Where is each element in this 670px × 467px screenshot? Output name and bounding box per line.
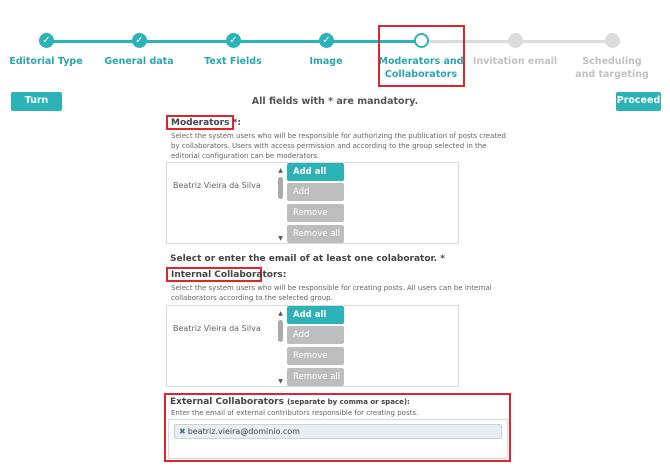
turn-back-button[interactable]: Turn back — [11, 92, 62, 111]
moderators-picklist — [166, 162, 459, 244]
step-label: Editorial Type — [9, 56, 83, 67]
external-title-note: (separate by comma or space): — [287, 398, 410, 406]
email-tag-text: beatriz.vieira@dominio.com — [187, 427, 300, 436]
step-label: General data — [104, 56, 174, 67]
internal-scrollbar[interactable] — [277, 311, 284, 385]
pending-step-icon — [605, 33, 620, 48]
step-label: Text Fields — [204, 56, 262, 67]
step-label: Moderators and Collaborators — [378, 56, 464, 80]
remove-all-button[interactable]: Remove all — [287, 368, 344, 386]
step-label: Scheduling and targeting — [575, 56, 649, 80]
moderators-scrollbar[interactable] — [277, 168, 284, 242]
scroll-up-icon[interactable]: ▲ — [278, 167, 283, 174]
add-button[interactable]: Add — [287, 183, 344, 201]
internal-collaborator-option[interactable]: Beatriz Vieira da Silva — [173, 324, 261, 333]
proceed-button[interactable]: Proceed — [616, 92, 661, 111]
add-button[interactable]: Add — [287, 326, 344, 344]
remove-button[interactable]: Remove — [287, 347, 344, 365]
external-collaborators-title — [170, 397, 410, 407]
moderators-help-text: Select the system users who will be responsible for authorizing the publication of posts created by collaborators. Users with access permission and according to the group selected in the editorial configuration can be moderators. — [171, 132, 506, 160]
scroll-down-icon[interactable]: ▼ — [278, 235, 283, 242]
internal-collaborators-picklist — [166, 305, 459, 387]
external-title-text: External Collaborators — [170, 397, 284, 407]
check-icon: ✓ — [39, 33, 54, 48]
check-icon: ✓ — [319, 33, 334, 48]
external-email-input[interactable] — [168, 419, 508, 459]
scroll-down-icon[interactable]: ▼ — [278, 378, 283, 385]
remove-tag-icon[interactable]: ✖ — [179, 427, 186, 436]
check-icon: ✓ — [226, 33, 241, 48]
remove-button[interactable]: Remove — [287, 204, 344, 222]
email-tag — [174, 424, 502, 439]
add-all-button[interactable]: Add all — [287, 163, 344, 181]
scroll-thumb[interactable] — [278, 177, 283, 199]
collaborator-requirement-note: Select or enter the email of at least one colaborator. * — [170, 254, 445, 264]
pending-step-icon — [508, 33, 523, 48]
scroll-thumb[interactable] — [278, 320, 283, 342]
moderators-title: Moderators *: — [171, 118, 241, 128]
moderator-option[interactable]: Beatriz Vieira da Silva — [173, 181, 261, 190]
external-help-text: Enter the email of external contributors responsible for creating posts. — [171, 409, 419, 417]
progress-stepper — [0, 0, 670, 90]
mandatory-note: All fields with * are mandatory. — [251, 96, 419, 107]
internal-help-text: Select the system users who will be responsible for creating posts. All users can be internal collaborators according to the selected group. — [171, 284, 492, 302]
remove-all-button[interactable]: Remove all — [287, 225, 344, 243]
step-label: Image — [309, 56, 343, 67]
check-icon: ✓ — [132, 33, 147, 48]
step-label: Invitation email — [472, 56, 558, 67]
internal-collaborators-title: Internal Collaborators: — [171, 270, 287, 280]
add-all-button[interactable]: Add all — [287, 306, 344, 324]
current-step-highlight — [378, 25, 465, 87]
scroll-up-icon[interactable]: ▲ — [278, 310, 283, 317]
